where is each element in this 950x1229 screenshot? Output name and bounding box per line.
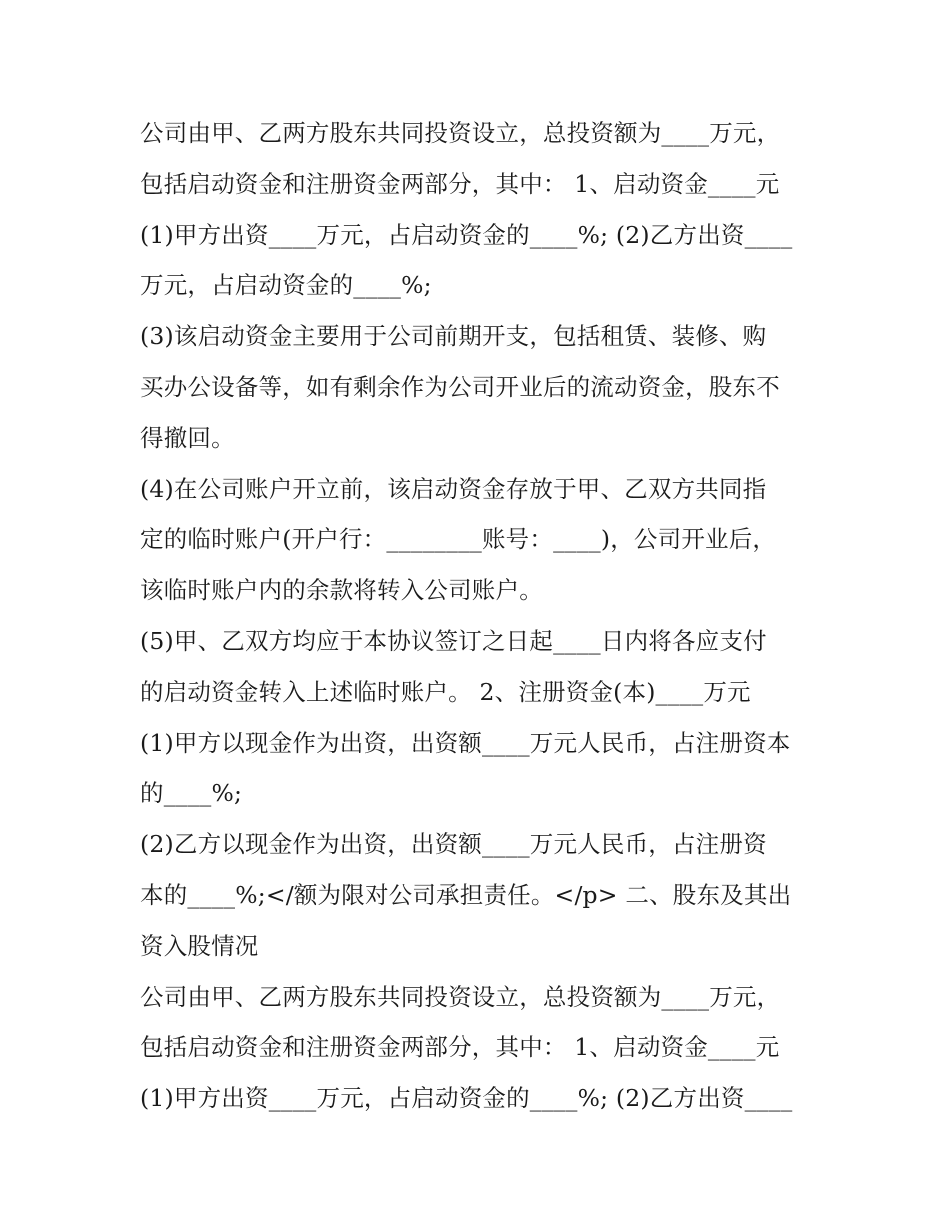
text-line-2: 包括启动资金和注册资金两部分，其中： 1、启动资金____元 [140,169,780,198]
text-line-12: 的启动资金转入上述临时账户。 2、注册资金(本)____万元 [140,677,751,706]
text-line-17: 资入股情况 [140,931,259,960]
text-line-14: 的____%; [140,779,243,808]
text-line-5: (3)该启动资金主要用于公司前期开支，包括租赁、装修、购 [140,322,767,351]
text-line-7: 得撤回。 [140,423,235,452]
text-line-18: 公司由甲、乙两方股东共同投资设立，总投资额为____万元， [140,982,781,1011]
document-body [140,108,830,1124]
text-line-20: (1)甲方出资____万元，占启动资金的____%; (2)乙方出资____ [140,1084,793,1113]
text-line-19: 包括启动资金和注册资金两部分，其中： 1、启动资金____元 [140,1033,780,1062]
text-line-1: 公司由甲、乙两方股东共同投资设立，总投资额为____万元， [140,119,781,147]
text-line-3: (1)甲方出资____万元，占启动资金的____%; (2)乙方出资____ [140,220,793,249]
text-line-10: 该临时账户内的余款将转入公司账户。 [140,576,543,605]
text-line-9: 定的临时账户(开户行：________账号：____)，公司开业后， [140,525,777,554]
text-line-4: 万元，占启动资金的____%; [140,271,432,300]
text-line-15: (2)乙方以现金作为出资，出资额____万元人民币，占注册资 [140,830,767,859]
text-line-8: (4)在公司账户开立前，该启动资金存放于甲、乙双方共同指 [140,474,767,503]
text-line-16: 本的____%;</额为限对公司承担责任。</p> 二、股东及其出 [140,880,792,909]
text-line-13: (1)甲方以现金作为出资，出资额____万元人民币，占注册资本 [140,728,791,757]
text-line-6: 买办公设备等，如有剩余作为公司开业后的流动资金，股东不 [140,372,780,401]
text-line-11: (5)甲、乙双方均应于本协议签订之日起____日内将各应支付 [140,626,767,655]
